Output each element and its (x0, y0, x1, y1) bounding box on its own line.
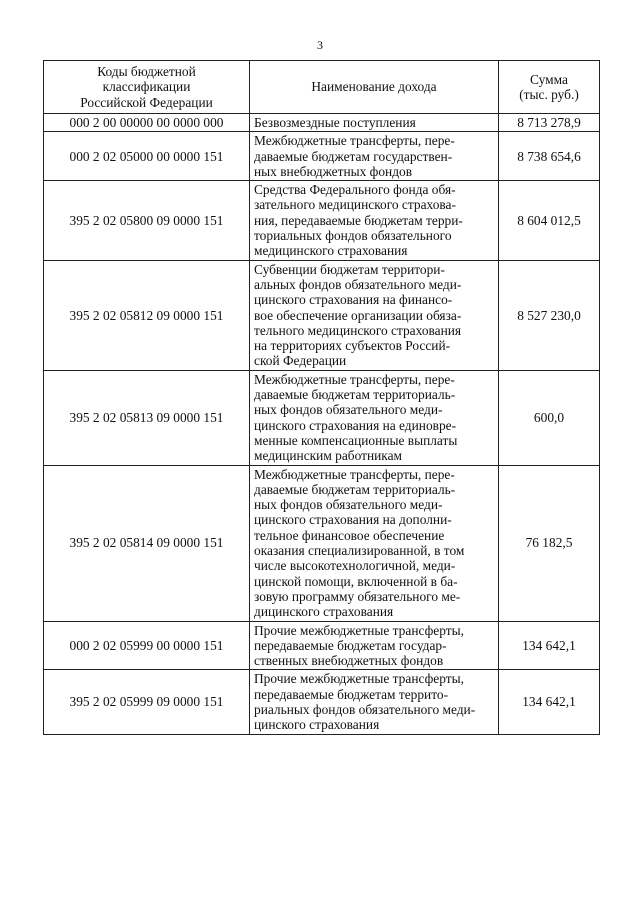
row-code: 395 2 02 05813 09 0000 151 (44, 370, 250, 465)
table-row (44, 621, 600, 670)
revenue-table (43, 60, 600, 735)
row-sum: 76 182,5 (499, 465, 600, 621)
table-row (44, 181, 600, 260)
row-code: 395 2 02 05800 09 0000 151 (44, 181, 250, 260)
row-sum: 134 642,1 (499, 621, 600, 670)
header-sum: Сумма (тыс. руб.) (499, 61, 600, 114)
row-name: Субвенции бюджетам территори- альных фондов обязательного меди- цинского страхования на финансо- вое обеспечение организации обяза- тельного медицинского страхования на территориях субъектов Россий- ской Федерации (250, 260, 499, 370)
row-name: Межбюджетные трансферты, пере- даваемые бюджетам государствен- ных внебюджетных фондов (250, 132, 499, 181)
row-code: 000 2 02 05000 00 0000 151 (44, 132, 250, 181)
table-row (44, 114, 600, 132)
row-code: 395 2 02 05999 09 0000 151 (44, 670, 250, 734)
row-name: Прочие межбюджетные трансферты, передаваемые бюджетам террито- риальных фондов обязательного меди- цинского страхования (250, 670, 499, 734)
row-name: Безвозмездные поступления (250, 114, 499, 132)
row-code: 000 2 02 05999 00 0000 151 (44, 621, 250, 670)
row-code: 395 2 02 05814 09 0000 151 (44, 465, 250, 621)
table-header-row (44, 61, 600, 114)
row-sum: 8 713 278,9 (499, 114, 600, 132)
table-row (44, 132, 600, 181)
header-revenue-name: Наименование дохода (250, 61, 499, 114)
table-row (44, 465, 600, 621)
row-sum: 134 642,1 (499, 670, 600, 734)
header-budget-codes: Коды бюджетной классификации Российской Федерации (44, 61, 250, 114)
row-name: Межбюджетные трансферты, пере- даваемые бюджетам территориаль- ных фондов обязательного меди- цинского страхования на единовре- менные компенсационные выплаты медицинским работникам (250, 370, 499, 465)
row-sum: 8 738 654,6 (499, 132, 600, 181)
row-sum: 8 604 012,5 (499, 181, 600, 260)
row-sum: 8 527 230,0 (499, 260, 600, 370)
row-code: 000 2 00 00000 00 0000 000 (44, 114, 250, 132)
row-sum: 600,0 (499, 370, 600, 465)
row-code: 395 2 02 05812 09 0000 151 (44, 260, 250, 370)
table-row (44, 260, 600, 370)
row-name: Прочие межбюджетные трансферты, передаваемые бюджетам государ- ственных внебюджетных фондов (250, 621, 499, 670)
table-row (44, 370, 600, 465)
page-number: 3 (317, 38, 323, 52)
table-row (44, 670, 600, 734)
row-name: Межбюджетные трансферты, пере- даваемые бюджетам территориаль- ных фондов обязательного меди- цинского страхования на дополни- тельное финансовое обеспечение оказания специализированной, в том числе высокотехнологичной, меди- цинской помощи, включенной в ба- зовую программу обязательного ме- дицинского страхования (250, 465, 499, 621)
row-name: Средства Федерального фонда обя- зательного медицинского страхова- ния, передаваемые бюджетам терри- ториальных фондов обязательного медицинского страхования (250, 181, 499, 260)
